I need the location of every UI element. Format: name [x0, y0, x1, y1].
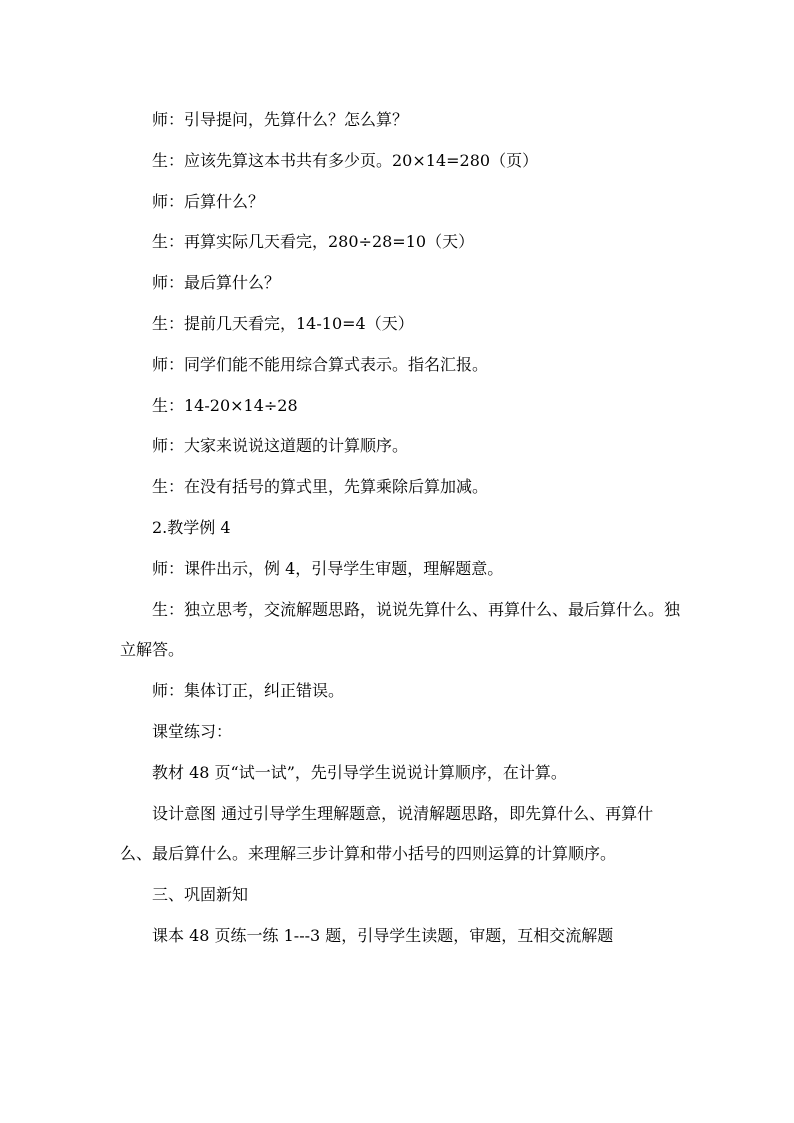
document-body — [120, 100, 680, 957]
section-heading-example-4: 2.教学例 4 — [152, 517, 231, 537]
paragraph-teacher-question-3: 师：最后算什么？ — [152, 273, 281, 293]
paragraph-student-answer-1: 生：应该先算这本书共有多少页。20×14=280（页） — [152, 150, 539, 170]
paragraph-teacher-order-question: 师：大家来说说这道题的计算顺序。 — [152, 436, 409, 456]
paragraph-textbook-try-it: 教材 48 页“试一试”，先引导学生说说计算顺序，在计算。 — [152, 762, 567, 782]
paragraph-teacher-correction: 师：集体订正，纠正错误。 — [152, 681, 345, 701]
paragraph-design-intent: 设计意图 通过引导学生理解题意，说清解题思路，即先算什么、再算什么、最后算什么。来理解三步计算和带小括号的四则运算的计算顺序。 — [120, 803, 654, 864]
paragraph-student-answer-3: 生：提前几天看完，14-10=4（天） — [152, 313, 414, 333]
paragraph-textbook-practice: 课本 48 页练一练 1---3 题，引导学生读题，审题，互相交流解题 — [152, 925, 614, 945]
section-heading-consolidate: 三、巩固新知 — [152, 885, 249, 905]
section-heading-class-practice: 课堂练习： — [152, 721, 233, 741]
paragraph-student-order-rule: 生：在没有括号的算式里，先算乘除后算加减。 — [152, 477, 489, 497]
paragraph-teacher-question-2: 师：后算什么？ — [152, 191, 265, 211]
paragraph-teacher-question-1: 师：引导提问，先算什么？怎么算？ — [152, 110, 409, 129]
paragraph-student-combined-formula: 生：14-20×14÷28 — [152, 395, 298, 415]
paragraph-teacher-prompt-combined: 师：同学们能不能用综合算式表示。指名汇报。 — [152, 354, 489, 374]
paragraph-teacher-example-4: 师：课件出示，例 4，引导学生审题，理解题意。 — [152, 558, 504, 578]
paragraph-student-answer-2: 生：再算实际几天看完，280÷28=10（天） — [152, 232, 475, 252]
paragraph-student-independent-thinking: 生：独立思考，交流解题思路，说说先算什么、再算什么、最后算什么。独立解答。 — [120, 599, 681, 660]
